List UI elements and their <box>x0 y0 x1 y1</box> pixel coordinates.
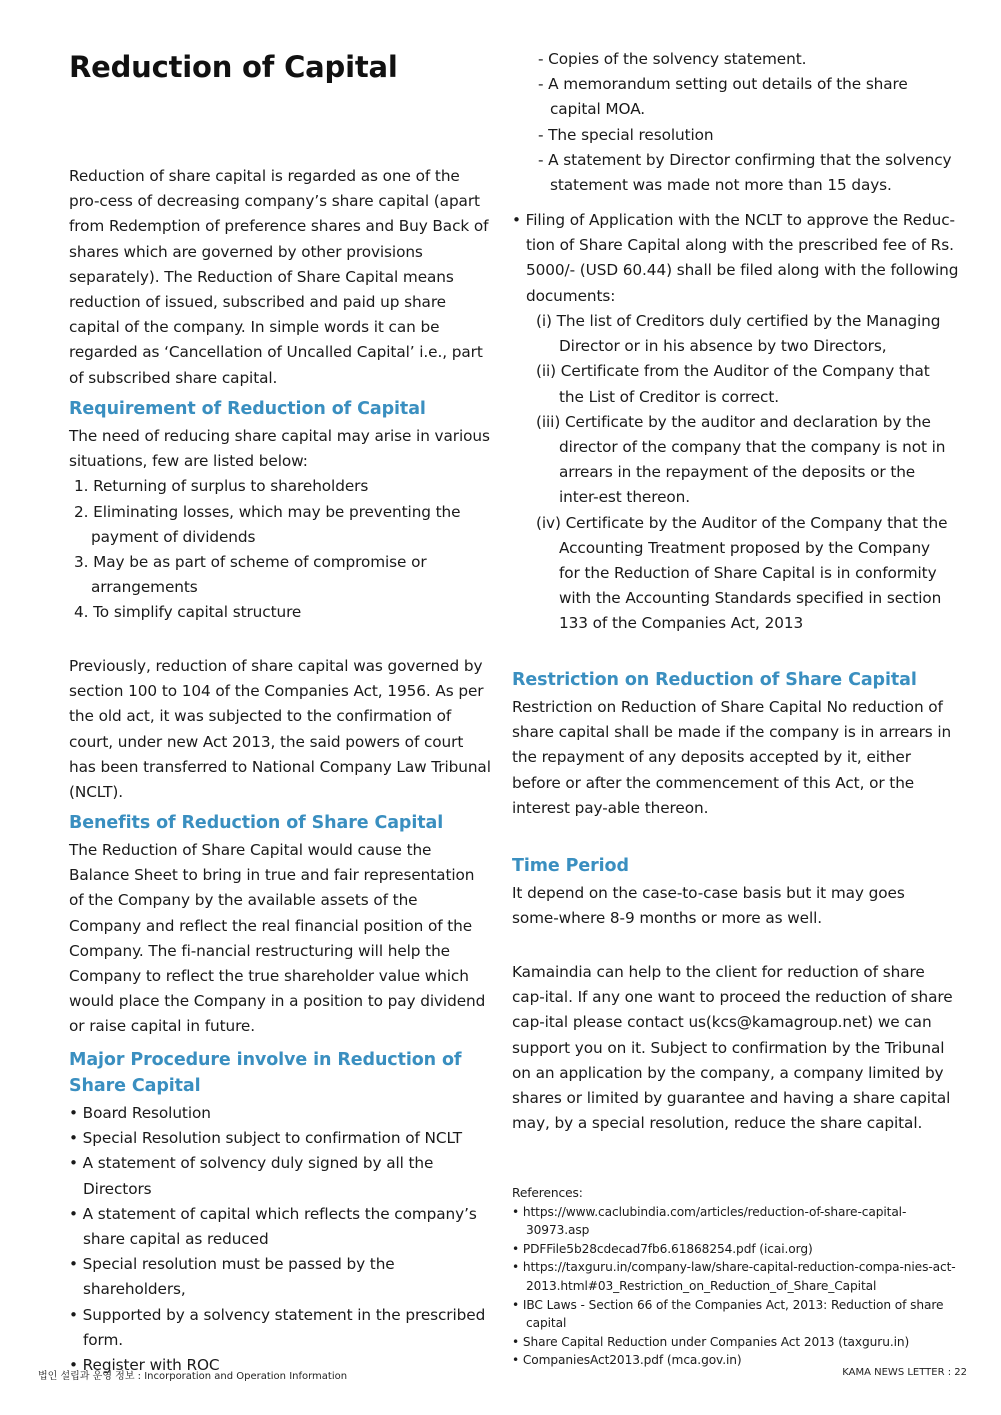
requirement-list <box>69 474 491 625</box>
footer-section-label: 법인 설립과 운영 정보 : Incorporation and Operation Information <box>38 1371 348 1382</box>
closing-paragraph: Kamaindia can help to the client for reduction of share cap-ital. If any one want to proceed the reduction of share cap-ital please contact us(kcs@kamagroup.net) we can support you on it. Subject to confirmation by the Tribunal on an application by the company, a company limited by shares or limited by guarantee and having a share capital may, by a special resolution, reduce the share capital. <box>512 963 953 1133</box>
requirement-text: The need of reducing share capital may arise in various situations, few are listed below: <box>69 427 490 471</box>
list-item: (i) The list of Creditors duly certified by the Managing Director or in his absence by two Directors, <box>536 312 941 356</box>
footer-page-number: KAMA NEWS LETTER : 22 <box>842 1367 967 1378</box>
time-period-text: It depend on the case-to-case basis but it may goes some-where 8-9 months or more as well. <box>512 884 905 928</box>
previously-paragraph: Previously, reduction of share capital was governed by section 100 to 104 of the Companies Act, 1956. As per the old act, it was subjected to the confirmation of court, under new Act 2013, the said powers of court has been transferred to National Company Law Tribunal (NCLT). <box>69 657 491 802</box>
procedure-section <box>69 1047 491 1378</box>
restriction-section <box>512 667 952 821</box>
list-item: 3. May be as part of scheme of compromise or arrangements <box>74 553 427 597</box>
list-item: - Copies of the solvency statement. <box>538 50 807 68</box>
reference-link[interactable]: • Share Capital Reduction under Companies Act 2013 (taxguru.in) <box>512 1334 910 1349</box>
requirement-heading: Requirement of Reduction of Capital <box>69 399 426 419</box>
list-item: • A statement of capital which reflects the company’s share capital as reduced <box>69 1204 477 1249</box>
list-item: (iii) Certificate by the auditor and declaration by the director of the company that the company is not in arrears in the repayment of the deposits or the inter-est thereon. <box>536 412 946 507</box>
document-dash-list <box>512 47 958 198</box>
reference-link[interactable]: • https://taxguru.in/company-law/share-capital-reduction-compa-nies-act-2013.html#03_Restriction_on_Reduction_of_Share_Capital <box>512 1260 956 1293</box>
references-list <box>512 1203 958 1370</box>
time-period-heading: Time Period <box>512 856 629 876</box>
page-title: Reduction of Capital <box>69 50 398 84</box>
list-item: - A memorandum setting out details of the share capital MOA. <box>538 75 908 119</box>
list-item: • Register with ROC <box>69 1356 220 1375</box>
list-item: • Board Resolution <box>69 1104 211 1122</box>
requirement-section <box>69 396 491 626</box>
list-item: 2. Eliminating losses, which may be preventing the payment of dividends <box>74 502 461 546</box>
references-section <box>512 1184 958 1370</box>
list-item: • Special Resolution subject to confirmation of NCLT <box>69 1129 463 1148</box>
reference-link[interactable]: • PDFFile5b28cdecad7fb6.61868254.pdf (icai.org) <box>512 1241 813 1256</box>
filing-documents-list <box>512 309 948 637</box>
procedure-list <box>69 1101 491 1378</box>
list-item: • Supported by a solvency statement in the prescribed form. <box>69 1305 486 1349</box>
procedure-heading: Major Procedure involve in Reduction of Share Capital <box>69 1050 462 1096</box>
reference-link[interactable]: • IBC Laws - Section 66 of the Companies Act, 2013: Reduction of share capital <box>512 1297 944 1331</box>
filing-bullet: • Filing of Application with the NCLT to approve the Reduc-tion of Share Capital along with the prescribed fee of Rs. 5000/- (USD 60.44) shall be filed along with the following documents: <box>512 211 959 305</box>
references-label: References: <box>512 1186 583 1200</box>
list-item: (iv) Certificate by the Auditor of the Company that the Accounting Treatment proposed by the Company for the Reduction of Share Capital is in conformity with the Accounting Standards specified in section 133 of the Companies Act, 2013 <box>536 513 948 633</box>
intro-paragraph: Reduction of share capital is regarded as one of the pro-cess of decreasing company’s share capital (apart from Redemption of preference shares and Buy Back of shares which are governed by other provisions separately). The Reduction of Share Capital means reduction of issued, subscribed and paid up share capital of the company. In simple words it can be regarded as ‘Cancellation of Uncalled Capital’ i.e., part of subscribed share capital. <box>69 167 489 387</box>
time-period-section <box>512 853 952 931</box>
list-item: • Special resolution must be passed by the shareholders, <box>69 1255 395 1299</box>
benefits-text: The Reduction of Share Capital would cause the Balance Sheet to bring in true and fair representation of the Company by the available assets of the Company and reflect the real financial position of the Company. The fi-nancial restructuring will help the Company to reflect the true shareholder value which would place the Company in a position to pay dividend or raise capital in future. <box>69 841 486 1036</box>
reference-link[interactable]: • https://www.caclubindia.com/articles/reduction-of-share-capital-30973.asp <box>512 1204 907 1238</box>
list-item: - A statement by Director confirming that the solvency statement was made not more than 15 days. <box>538 150 952 195</box>
list-item: • A statement of solvency duly signed by all the Directors <box>69 1154 434 1198</box>
list-item: 1. Returning of surplus to shareholders <box>74 477 369 496</box>
reference-link[interactable]: • CompaniesAct2013.pdf (mca.gov.in) <box>512 1353 742 1368</box>
list-item: (ii) Certificate from the Auditor of the Company that the List of Creditor is correct. <box>536 362 930 406</box>
list-item: 4. To simplify capital structure <box>74 603 302 622</box>
benefits-heading: Benefits of Reduction of Share Capital <box>69 813 444 833</box>
benefits-section <box>69 810 491 1040</box>
restriction-text: Restriction on Reduction of Share Capital No reduction of share capital shall be made if the company is in arrears in the repayment of any deposits accepted by it, either before or after the commencement of this Act, or the interest pay-able thereon. <box>512 698 952 817</box>
list-item: - The special resolution <box>538 125 714 144</box>
restriction-heading: Restriction on Reduction of Share Capital <box>512 670 917 690</box>
